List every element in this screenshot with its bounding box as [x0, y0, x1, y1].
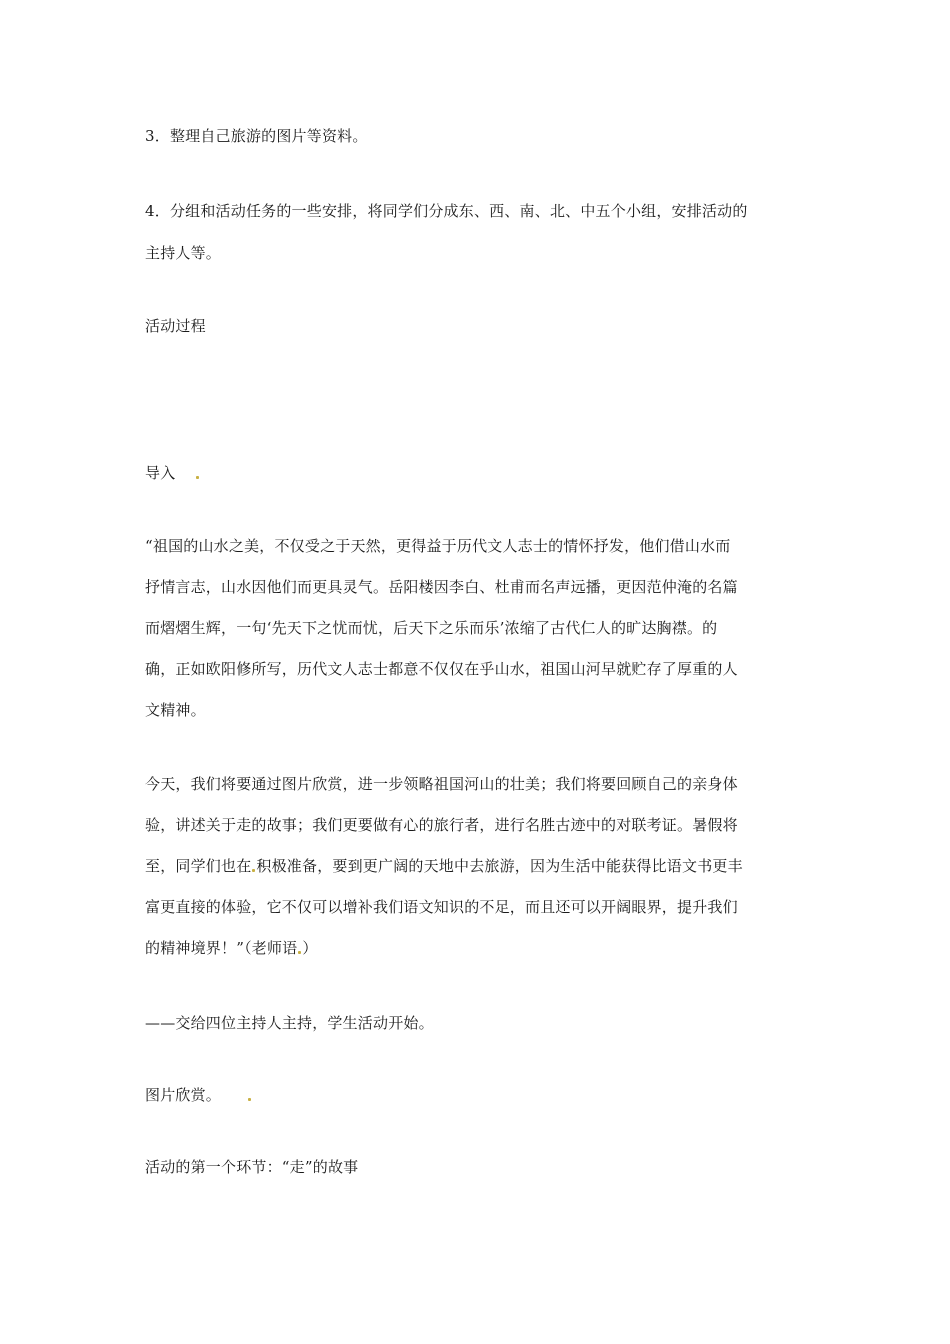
speech-paragraph-line: 今天，我们将要通过图片欣赏，进一步领略祖国河山的壮美；我们将要回顾自己的亲身体 [145, 775, 738, 793]
speech-paragraph-line: 富更直接的体验，它不仅可以增补我们语文知识的不足，而且还可以开阔眼界，提升我们 [145, 898, 738, 916]
intro-paragraph-line: 确，正如欧阳修所写，历代文人志士都意不仅仅在乎山水，祖国山河早就贮存了厚重的人 [145, 660, 738, 678]
marker-dot-icon [248, 1098, 251, 1101]
intro-heading-row [145, 463, 815, 483]
handover-line: ——交给四位主持人主持，学生活动开始。 [145, 1014, 434, 1032]
first-session-heading: 活动的第一个环节：“走”的故事 [145, 1158, 359, 1176]
picture-appreciation-heading: 图片欣赏。 [145, 1086, 222, 1104]
speech-line-part: 至，同学们也在 [145, 857, 252, 875]
intro-paragraph-line: “祖国的山水之美，不仅受之于天然，更得益于历代文人志士的情怀抒发，他们借山水而 [145, 537, 731, 555]
intro-paragraph-line: 而熠熠生辉，一句‘先天下之忧而忧，后天下之乐而乐’浓缩了古代仁人的旷达胸襟。的 [145, 619, 718, 637]
speech-paragraph-line [145, 856, 815, 876]
marker-dot-icon [252, 869, 255, 872]
preparation-item-4-line-2: 主持人等。 [145, 244, 222, 262]
speech-line-part: ） [302, 939, 318, 957]
preparation-item-4-line-1: 4．分组和活动任务的一些安排，将同学们分成东、西、南、北、中五个小组，安排活动的 [145, 202, 748, 220]
intro-paragraph-line: 抒情言志，山水因他们而更具灵气。岳阳楼因李白、杜甫而名声远播，更因范仲淹的名篇 [145, 578, 738, 596]
intro-heading: 导入 [145, 464, 176, 482]
marker-dot-icon [298, 951, 301, 954]
marker-dot-icon [196, 476, 199, 479]
speech-line-part: 积极准备，要到更广阔的天地中去旅游，因为生活中能获得比语文书更丰 [256, 857, 743, 875]
speech-paragraph-line [145, 938, 815, 958]
intro-paragraph-line: 文精神。 [145, 701, 206, 719]
picture-appreciation-row [145, 1085, 815, 1105]
preparation-item-3: 3．整理自己旅游的图片等资料。 [145, 127, 368, 145]
section-heading-process: 活动过程 [145, 317, 206, 335]
speech-line-part: 的精神境界！”（老师语 [145, 939, 298, 957]
speech-paragraph-line: 验，讲述关于走的故事；我们更要做有心的旅行者，进行名胜古迹中的对联考证。暑假将 [145, 816, 738, 834]
